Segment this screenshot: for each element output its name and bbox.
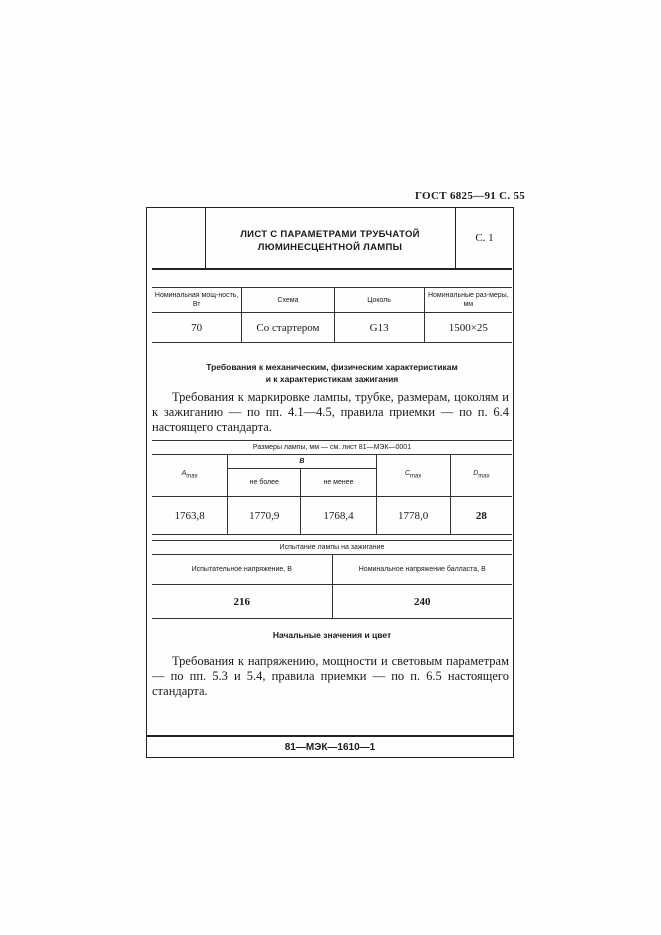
ignition-test-table: [152, 540, 512, 619]
col-header-a: [152, 455, 228, 497]
section-text-voltage: Требования к напряжению, мощности и световым параметрам — по пп. 5.3 и 5.4, правила приемки — по п. 6.5 настоящего стандарта.: [152, 654, 509, 698]
lamp-parameters-table: [152, 287, 512, 343]
col-b-letter: B: [299, 458, 305, 465]
cell-dimensions: 1500×25: [424, 313, 512, 343]
cell-c-max: 1778,0: [376, 497, 450, 535]
col-header-b-not-more: не более: [228, 469, 301, 497]
col-d-max: max: [478, 473, 490, 480]
sheet-title: [205, 228, 455, 254]
section-heading-line2: и к характеристикам зажигания: [265, 374, 399, 384]
section-heading-mechanical: [152, 361, 512, 385]
col-header-c: [376, 455, 450, 497]
cell-cap: G13: [334, 313, 424, 343]
col-a-max: max: [186, 473, 198, 480]
section-heading-line1: Требования к механическим, физическим характеристикам: [206, 362, 458, 372]
col-header-cap: Цоколь: [334, 288, 424, 313]
col-header-power: Номинальная мощ-ность, Вт: [152, 288, 242, 313]
col-a-letter: A: [181, 470, 187, 478]
cell-b-not-more: 1770,9: [228, 497, 301, 535]
col-header-ballast-voltage: Номинальное напряжение балласта, В: [332, 555, 512, 585]
ignition-caption: Испытание лампы на зажигание: [152, 541, 512, 555]
cell-d-max: 28: [450, 497, 512, 535]
header-bottom-rule: [152, 268, 512, 270]
col-header-b-not-less: не менее: [301, 469, 376, 497]
section-heading-initial-values: Начальные значения и цвет: [272, 630, 392, 640]
col-header-test-voltage: Испытательное напряжение, В: [152, 555, 332, 585]
col-header-d: [450, 455, 512, 497]
cell-power: 70: [152, 313, 242, 343]
sheet-title-line1: ЛИСТ С ПАРАМЕТРАМИ ТРУБЧАТОЙ: [240, 229, 420, 240]
lamp-dimensions-table: [152, 440, 512, 535]
sheet-title-line2: ЛЮМИНЕСЦЕНТНОЙ ЛАМПЫ: [257, 242, 403, 253]
col-c-letter: C: [404, 470, 411, 478]
col-header-dimensions: Номинальные раз-меры, мм: [424, 288, 512, 313]
cell-a-max: 1763,8: [152, 497, 228, 535]
cell-ballast-voltage: 240: [332, 585, 512, 619]
dimensions-caption: Размеры лампы, мм — см. лист 81—МЭК—0001: [152, 441, 512, 455]
section-text-marking: Требования к маркировке лампы, трубке, размерам, цоколям и к зажиганию — по пп. 4.1—4.5, правила приемки — по п. 6.4 настоящего стандарта.: [152, 390, 509, 434]
cell-circuit: Со стартером: [242, 313, 334, 343]
sheet-footer: 81—МЭК—1610—1: [284, 742, 376, 753]
col-header-b: [228, 455, 376, 469]
page-header: ГОСТ 6825—91 С. 55: [415, 190, 526, 202]
cell-test-voltage: 216: [152, 585, 332, 619]
col-header-circuit: Схема: [242, 288, 334, 313]
sheet-page-label: С. 1: [475, 232, 494, 244]
col-c-max: max: [410, 473, 422, 480]
col-d-letter: D: [473, 470, 479, 478]
cell-b-not-less: 1768,4: [301, 497, 376, 535]
footer-rule: [146, 735, 514, 737]
